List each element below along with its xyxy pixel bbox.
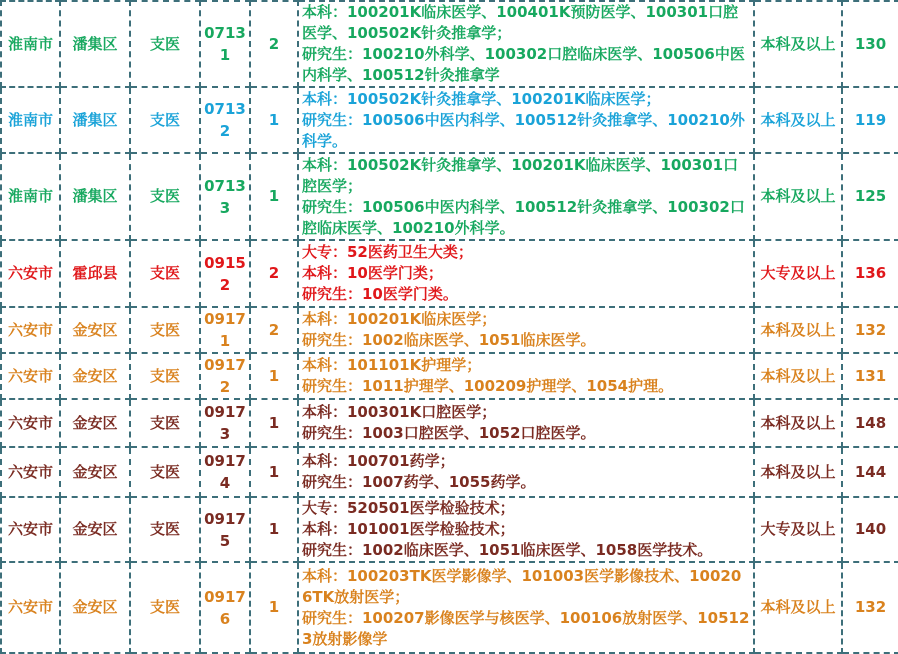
position-type-cell: 支医: [130, 399, 200, 447]
position-code-cell: 07133: [200, 153, 250, 240]
education-cell: 本科及以上: [754, 353, 842, 399]
major-requirements-cell: [298, 87, 754, 153]
recruit-count-cell: 1: [250, 87, 298, 153]
district-cell: 金安区: [60, 497, 130, 562]
district-cell: 金安区: [60, 353, 130, 399]
recruit-count-cell: 2: [250, 240, 298, 307]
major-requirements-cell: [298, 562, 754, 653]
district-cell: 金安区: [60, 562, 130, 653]
city-cell: 六安市: [1, 447, 60, 497]
city-cell: 六安市: [1, 399, 60, 447]
major-requirements-cell: [298, 307, 754, 353]
position-type-cell: 支医: [130, 153, 200, 240]
major-requirements-cell: [298, 240, 754, 307]
position-type-cell: 支医: [130, 1, 200, 87]
district-cell: 潘集区: [60, 153, 130, 240]
position-code-cell: 09172: [200, 353, 250, 399]
city-cell: 六安市: [1, 353, 60, 399]
requirement-line: 本科：100201K临床医学；: [302, 310, 497, 328]
requirement-line: 本科：101101K护理学；: [302, 356, 482, 374]
table-row: [1, 87, 898, 153]
position-code-cell: 09152: [200, 240, 250, 307]
position-type-cell: 支医: [130, 87, 200, 153]
score-cell: 119: [842, 87, 898, 153]
city-cell: 六安市: [1, 240, 60, 307]
requirement-line: 研究生：100210外科学、100302口腔临床医学、100506中医内科学、100512针灸推拿学: [302, 45, 745, 84]
score-cell: 132: [842, 307, 898, 353]
major-requirements-cell: [298, 447, 754, 497]
recruit-count-cell: 1: [250, 353, 298, 399]
score-cell: 131: [842, 353, 898, 399]
position-code-cell: 09171: [200, 307, 250, 353]
district-cell: 潘集区: [60, 1, 130, 87]
major-requirements-cell: [298, 1, 754, 87]
requirement-line: 本科：101001医学检验技术；: [302, 520, 515, 538]
requirement-line: 大专：520501医学检验技术；: [302, 499, 515, 517]
district-cell: 金安区: [60, 399, 130, 447]
city-cell: 淮南市: [1, 1, 60, 87]
requirement-line: 本科：100502K针灸推拿学、100201K临床医学；: [302, 89, 661, 108]
education-cell: 本科及以上: [754, 87, 842, 153]
education-cell: 本科及以上: [754, 153, 842, 240]
district-cell: 金安区: [60, 447, 130, 497]
requirement-line: 本科：100201K临床医学、100401K预防医学、100301口腔医学、100502K针灸推拿学；: [302, 3, 739, 42]
major-requirements-cell: [298, 153, 754, 240]
requirement-line: 研究生：100506中医内科学、100512针灸推拿学、100210外科学。: [302, 110, 745, 150]
position-code-cell: 09176: [200, 562, 250, 653]
position-type-cell: 支医: [130, 240, 200, 307]
district-cell: 霍邱县: [60, 240, 130, 307]
table-row: [1, 497, 898, 562]
score-cell: 130: [842, 1, 898, 87]
major-requirements-cell: [298, 353, 754, 399]
requirement-line: 研究生：1002临床医学、1051临床医学、1058医学技术。: [302, 541, 713, 559]
position-code-cell: 09175: [200, 497, 250, 562]
recruit-count-cell: 1: [250, 399, 298, 447]
recruit-count-cell: 1: [250, 447, 298, 497]
position-code-cell: 07132: [200, 87, 250, 153]
table-row: [1, 399, 898, 447]
education-cell: 本科及以上: [754, 399, 842, 447]
requirement-line: 研究生：1003口腔医学、1052口腔医学。: [302, 424, 596, 442]
recruit-count-cell: 1: [250, 153, 298, 240]
city-cell: 淮南市: [1, 87, 60, 153]
requirement-line: 研究生：1002临床医学、1051临床医学。: [302, 331, 596, 349]
city-cell: 淮南市: [1, 153, 60, 240]
city-cell: 六安市: [1, 497, 60, 562]
table-row: [1, 353, 898, 399]
recruit-count-cell: 2: [250, 307, 298, 353]
requirement-line: 本科：100203TK医学影像学、101003医学影像技术、100206TK放射医学；: [302, 566, 742, 606]
score-cell: 144: [842, 447, 898, 497]
requirement-line: 本科：10医学门类；: [302, 264, 443, 282]
requirement-line: 研究生：1011护理学、100209护理学、1054护理。: [302, 377, 674, 395]
requirement-line: 研究生：10医学门类。: [302, 285, 458, 303]
table-row: [1, 562, 898, 653]
score-cell: 140: [842, 497, 898, 562]
recruit-count-cell: 1: [250, 497, 298, 562]
requirement-line: 研究生：100207影像医学与核医学、100106放射医学、105123放射影像学: [302, 608, 750, 648]
education-cell: 本科及以上: [754, 562, 842, 653]
district-cell: 金安区: [60, 307, 130, 353]
city-cell: 六安市: [1, 307, 60, 353]
education-cell: 本科及以上: [754, 1, 842, 87]
score-cell: 132: [842, 562, 898, 653]
position-type-cell: 支医: [130, 497, 200, 562]
table-body: [1, 1, 898, 653]
table-row: [1, 153, 898, 240]
requirement-line: 本科：100701药学；: [302, 452, 455, 470]
score-cell: 125: [842, 153, 898, 240]
education-cell: 本科及以上: [754, 307, 842, 353]
requirement-line: 大专：52医药卫生大类；: [302, 243, 473, 261]
education-cell: 大专及以上: [754, 497, 842, 562]
requirement-line: 研究生：100506中医内科学、100512针灸推拿学、100302口腔临床医学、100210外科学。: [302, 197, 745, 237]
position-code-cell: 09174: [200, 447, 250, 497]
table-row: [1, 240, 898, 307]
major-requirements-cell: [298, 497, 754, 562]
requirement-line: 本科：100301K口腔医学；: [302, 403, 497, 421]
table-row: [1, 1, 898, 87]
position-code-cell: 09173: [200, 399, 250, 447]
score-cell: 136: [842, 240, 898, 307]
table-row: [1, 307, 898, 353]
recruit-count-cell: 1: [250, 562, 298, 653]
major-requirements-cell: [298, 399, 754, 447]
position-type-cell: 支医: [130, 562, 200, 653]
district-cell: 潘集区: [60, 87, 130, 153]
education-cell: 本科及以上: [754, 447, 842, 497]
position-type-cell: 支医: [130, 307, 200, 353]
score-cell: 148: [842, 399, 898, 447]
requirement-line: 本科：100502K针灸推拿学、100201K临床医学、100301口腔医学；: [302, 155, 739, 195]
table-row: [1, 447, 898, 497]
education-cell: 大专及以上: [754, 240, 842, 307]
recruit-count-cell: 2: [250, 1, 298, 87]
city-cell: 六安市: [1, 562, 60, 653]
position-type-cell: 支医: [130, 353, 200, 399]
position-code-cell: 07131: [200, 1, 250, 87]
requirement-line: 研究生：1007药学、1055药学。: [302, 473, 536, 491]
position-type-cell: 支医: [130, 447, 200, 497]
